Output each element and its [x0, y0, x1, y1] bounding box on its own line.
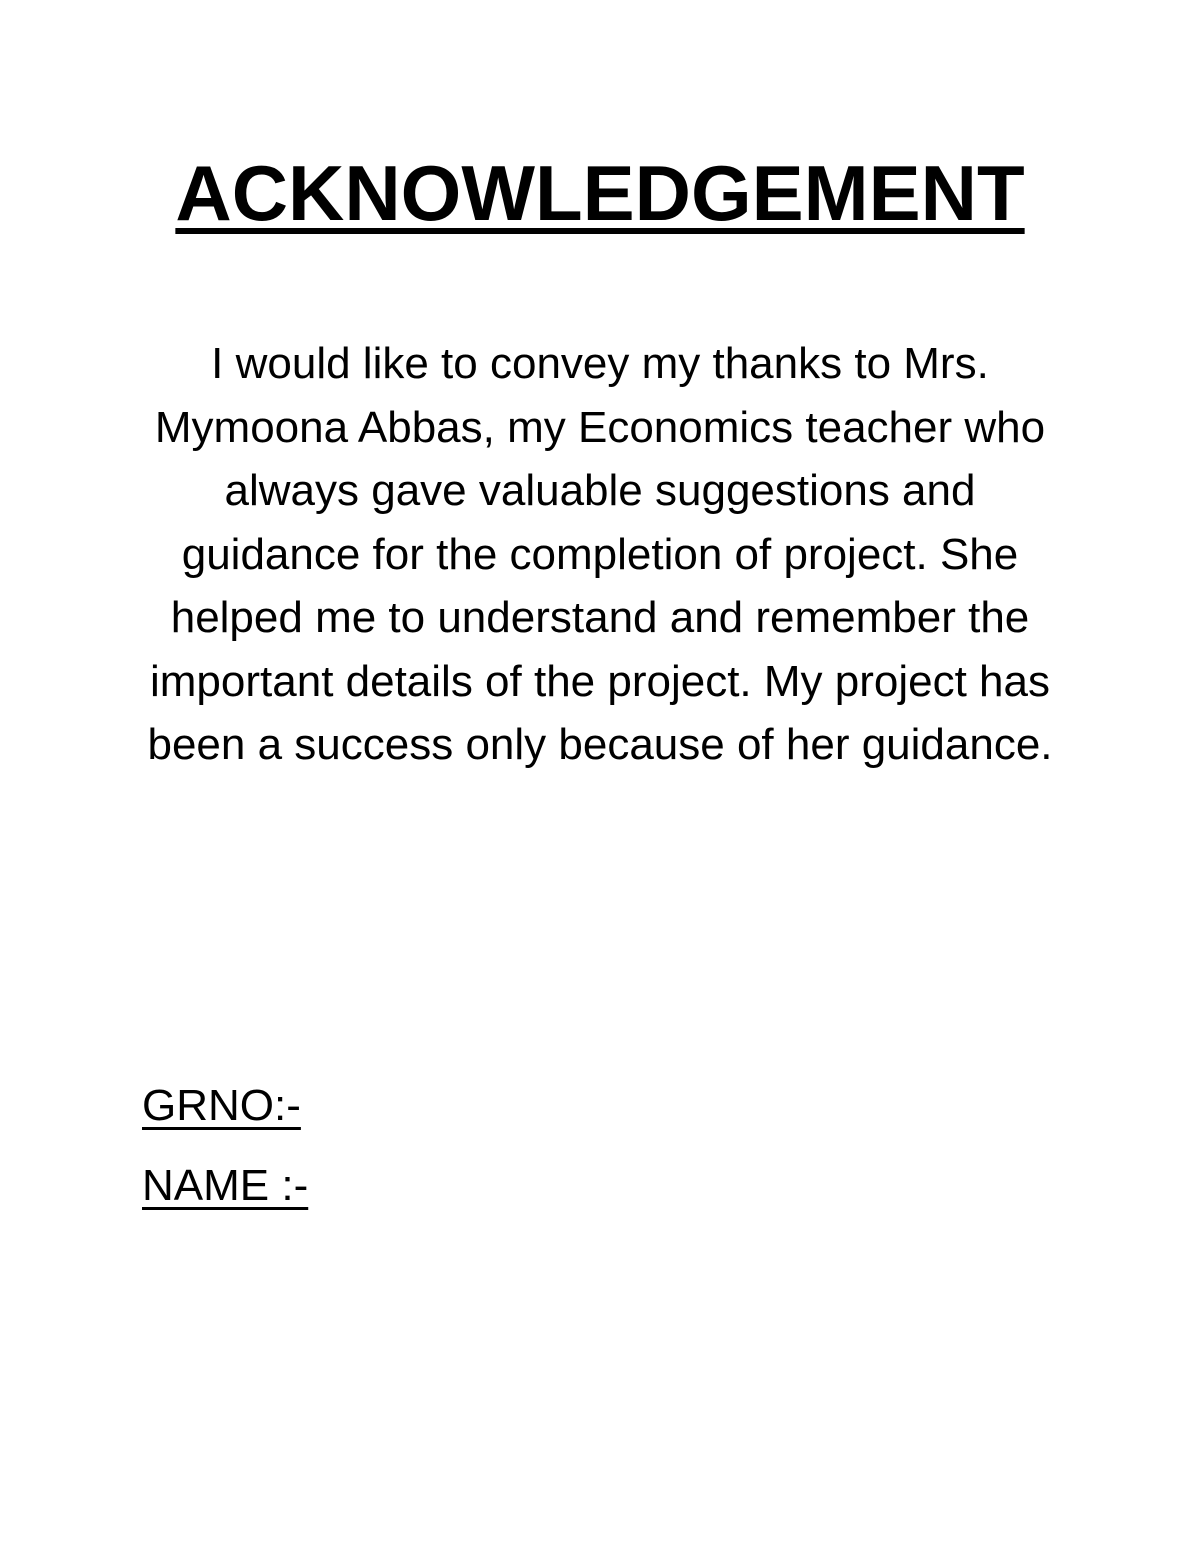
page-title: ACKNOWLEDGEMENT — [175, 149, 1025, 237]
grno-label: GRNO:- — [142, 1081, 301, 1130]
name-label: NAME :- — [142, 1161, 309, 1210]
acknowledgement-paragraph: I would like to convey my thanks to Mrs. Mymoona Abbas, my Economics teacher who always gave valuable suggestions and guidance for the completion of project. She helped me to understand and remember the important details of the project. My project has been a success only because of her guidance. — [147, 339, 1053, 769]
